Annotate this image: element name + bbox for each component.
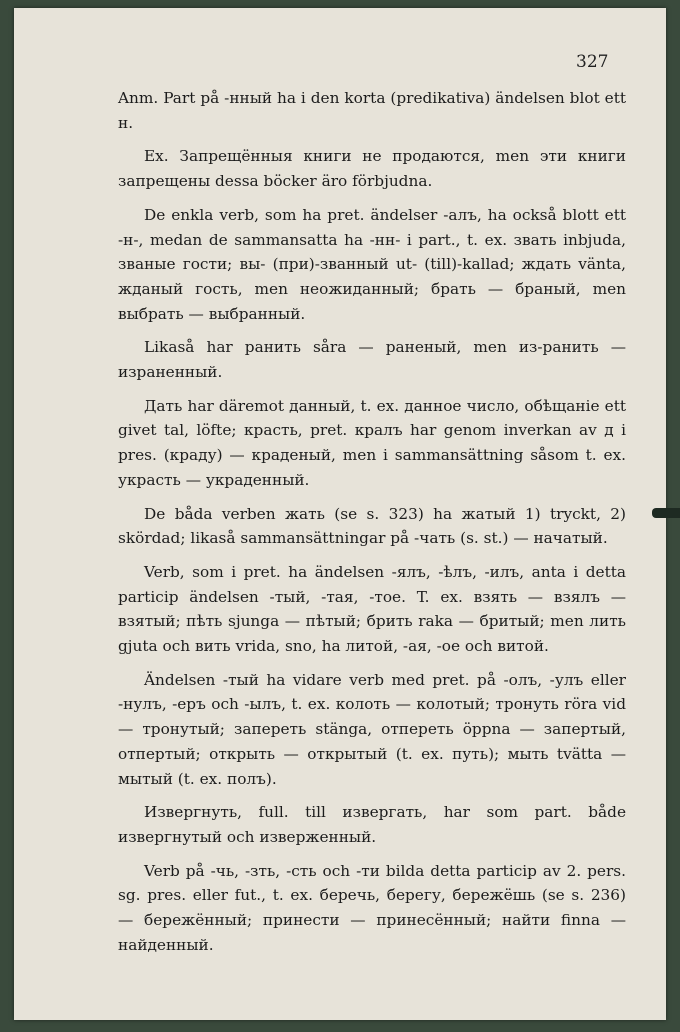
page-edge-mark xyxy=(652,508,680,518)
paragraph: De båda verben жать (se s. 323) ha жатый 1) tryckt, 2) skördad; likaså sammansättningar på -чать (s. st.) — начатый. xyxy=(118,504,626,548)
paragraph: Дать har däremot данный, t. ex. данное число, обѣщаніе ett givet tal, löfte; красть, pret. кралъ har genom inverkan av д i pres. (краду) — краденый, men i sammansättning såsom t. ex. украсть — украденный. xyxy=(118,396,626,489)
paragraph: Ex. Запрещённыя книги не продаются, men эти книги запрещены dessa böcker äro förbjudna. xyxy=(118,147,626,191)
paragraph: Verb på -чь, -зть, -сть och -ти bilda detta particip av 2. pers. sg. pres. eller fut., t. ex. беречь, берегу, бережёшь (se s. 236) — бережённый; принести — принесённый; найти finna — найденный. xyxy=(118,861,626,954)
book-page xyxy=(14,8,666,1020)
paragraph: Извергнуть, full. till извергать, har som part. både извергнутый och изверженный. xyxy=(118,803,626,846)
paragraph: Anm. Part på -нный ha i den korta (predikativa) ändelsen blot ett н. xyxy=(118,89,626,132)
paragraph: Likaså har ранить såra — раненый, men из-ранить — израненный. xyxy=(118,338,626,382)
paragraph: Ändelsen -тый ha vidare verb med pret. på -олъ, -улъ eller -нулъ, -еръ och -ылъ, t. ex. колоть — колотый; тронуть röra vid — тронутый; запереть stänga, отпереть öppna — запертый, отпертый; открыть — открытый (t. ex. путь); мыть tvätta — мытый (t. ex. полъ). xyxy=(118,670,626,788)
paragraph: De enkla verb, som ha pret. ändelser -алъ, ha också blott ett -н-, medan de sammansatta ha -нн- i part., t. ex. звать inbjuda, званые гости; вы- (при)-званный ut- (till)-kallad; ждать vänta, жданый гость, men неожиданный; брать — браный, men выбрать — выбранный. xyxy=(118,205,626,323)
body-text xyxy=(118,86,626,967)
paragraph: Verb, som i pret. ha ändelsen -ялъ, -ѣлъ, -илъ, anta i detta particip ändelsen -тый, -тая, -тое. T. ex. взять — взялъ — взятый; пѣть sjunga — пѣтый; брить raka — бритый; men лить gjuta och вить vrida, sno, ha литой, -ая, -ое och витой. xyxy=(118,562,626,656)
page-number: 327 xyxy=(576,52,609,72)
